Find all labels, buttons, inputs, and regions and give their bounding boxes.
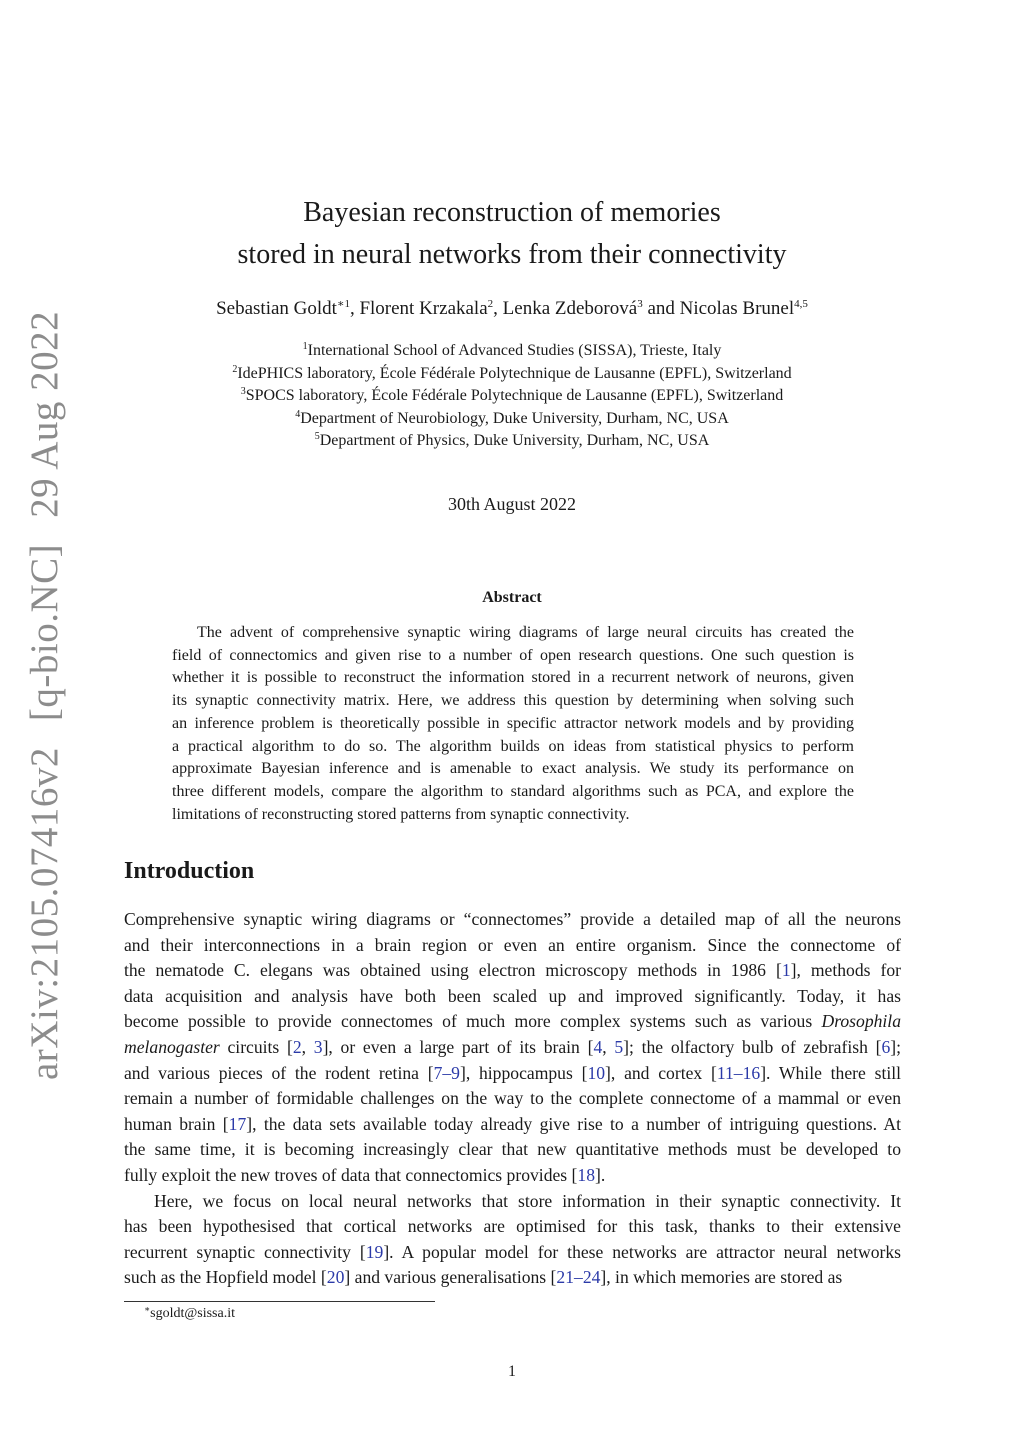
paragraph-line	[124, 1163, 901, 1189]
arxiv-id[interactable]: arXiv:2105.07416v2	[23, 747, 66, 1080]
text-run: the same time, it is becoming increasingly clear that new quantitative methods must be developed to	[124, 1139, 901, 1160]
footnote-divider	[124, 1301, 435, 1302]
citation-link[interactable]: 6	[881, 1036, 891, 1057]
citation-link[interactable]: 2	[292, 1036, 302, 1057]
paragraph-line	[124, 1265, 901, 1291]
footnote-mark: ∗	[144, 1304, 151, 1314]
text-run: ].	[595, 1164, 606, 1185]
abstract-line: three different models, compare the algorithm to standard algorithms such as PCA, and explore the	[172, 782, 854, 800]
citation-link[interactable]: 4	[593, 1036, 603, 1057]
abstract-line: whether it is possible to reconstruct the information stored in a recurrent network of neurons, given	[172, 669, 854, 687]
paragraph-line	[124, 1061, 901, 1087]
italic-term: Drosophila	[821, 1011, 901, 1032]
abstract-body	[172, 622, 854, 826]
citation-link[interactable]: 19	[365, 1241, 384, 1262]
section-heading-introduction: Introduction	[124, 858, 255, 884]
affiliation-text: Department of Neurobiology, Duke University, Durham, NC, USA	[300, 409, 729, 427]
citation-link[interactable]: 10	[587, 1062, 606, 1083]
text-run: ], in which memories are stored as	[600, 1267, 843, 1288]
affiliation-number: 1	[302, 341, 308, 352]
abstract-line: its synaptic connectivity matrix. Here, we address this question by determining when solving such	[172, 692, 854, 710]
text-run: Comprehensive synaptic wiring diagrams or “connectomes” provide a detailed map of all the neurons	[124, 909, 901, 929]
author-name: Nicolas Brunel	[679, 298, 795, 319]
abstract-line: an inference problem is theoretically possible in specific attractor network models and by providing	[172, 714, 854, 732]
author-name: Florent Krzakala	[359, 298, 488, 319]
abstract-line: a practical algorithm to do so. The algorithm builds on ideas from statistical physics to perform	[172, 737, 854, 755]
paragraph-line	[124, 1035, 901, 1061]
text-run: ]; the olfactory bulb of zebrafish [	[623, 1036, 882, 1057]
text-run: become possible to provide connectomes of much more complex systems such as various	[124, 1011, 822, 1032]
abstract-line: approximate Bayesian inference and is amenable to exact analysis. We study its performance on	[172, 760, 854, 778]
text-run: and their interconnections in a brain region or even an entire organism. Since the connectome of	[124, 934, 901, 955]
text-run: ,	[602, 1036, 615, 1057]
footnote-email[interactable]: sgoldt@sissa.it	[150, 1306, 235, 1321]
text-run: remain a number of formidable challenges on the way to the complete connectome of a mammal or even	[124, 1088, 901, 1109]
text-run: ]. While there still	[760, 1062, 901, 1083]
arxiv-category: [q-bio.NC]	[23, 543, 66, 722]
affiliation-line	[0, 385, 1024, 408]
author-affil-mark: 3	[637, 298, 643, 310]
affiliation-text: Department of Physics, Duke University, Durham, NC, USA	[319, 432, 710, 449]
author-separator: and	[642, 298, 680, 319]
text-run: ], and cortex [	[605, 1062, 717, 1083]
page-number: 1	[508, 1363, 516, 1380]
paragraph-line	[124, 1086, 901, 1112]
paragraph-line	[124, 1137, 901, 1163]
author-name: Sebastian Goldt	[216, 298, 337, 319]
author-separator: ,	[349, 298, 360, 319]
author-affil-mark: 2	[487, 298, 494, 310]
affiliation-line	[0, 430, 1024, 453]
text-run: circuits [	[219, 1036, 293, 1057]
footnote	[144, 1306, 235, 1322]
affiliation-line	[0, 340, 1024, 363]
affiliation-line	[0, 363, 1024, 386]
text-run: ], or even a large part of its brain [	[322, 1036, 594, 1057]
paragraph-line	[124, 907, 901, 933]
paper-date: 30th August 2022	[447, 494, 576, 514]
introduction-body	[124, 907, 901, 1291]
abstract-line: The advent of comprehensive synaptic wiring diagrams of large neural circuits has created the	[197, 624, 854, 641]
paragraph-line	[124, 1009, 901, 1035]
author-separator: ,	[493, 298, 503, 319]
citation-link[interactable]: 17	[228, 1113, 247, 1134]
affiliation-text: IdePHICS laboratory, École Fédérale Polytechnique de Lausanne (EPFL), Switzerland	[237, 364, 792, 382]
affiliation-list	[0, 340, 1024, 453]
text-run: the nematode C. elegans was obtained using electron microscopy methods in 1986 [	[124, 960, 782, 981]
paragraph-line	[124, 1189, 901, 1215]
affiliation-number: 3	[240, 386, 246, 397]
citation-link[interactable]: 5	[614, 1036, 624, 1057]
arxiv-date: 29 Aug 2022	[23, 310, 66, 518]
citation-link[interactable]: 1	[781, 960, 791, 981]
text-run: human brain [	[124, 1113, 229, 1134]
text-run: Here, we focus on local neural networks that store information in their synaptic connectivity. It	[154, 1190, 901, 1211]
text-run: ], methods for	[790, 960, 901, 981]
author-affil-mark: ∗1	[336, 298, 350, 310]
citation-link[interactable]: 20	[326, 1267, 345, 1288]
paragraph-line	[124, 984, 901, 1010]
affiliation-number: 2	[232, 363, 238, 375]
paper-title	[0, 192, 1024, 276]
text-run: recurrent synaptic connectivity [	[124, 1241, 366, 1262]
paragraph-line	[124, 1214, 901, 1240]
text-run: has been hypothesised that cortical networks are optimised for this task, thanks to their extensive	[124, 1216, 901, 1237]
title-line-2: stored in neural networks from their connectivity	[237, 239, 787, 270]
title-line-1: Bayesian reconstruction of memories	[303, 197, 721, 228]
text-run: ];	[890, 1036, 902, 1057]
paragraph-line	[124, 933, 901, 959]
text-run: such as the Hopfield model [	[124, 1267, 327, 1288]
affiliation-line	[0, 408, 1024, 431]
paragraph-line	[124, 1240, 901, 1266]
paragraph-line	[124, 958, 901, 984]
abstract-line: limitations of reconstructing stored patterns from synaptic connectivity.	[172, 805, 630, 823]
text-run: and various pieces of the rodent retina [	[124, 1062, 434, 1083]
affiliation-text: International School of Advanced Studies (SISSA), Trieste, Italy	[307, 342, 722, 359]
paragraph-line	[124, 1112, 901, 1138]
italic-term: melanogaster	[124, 1036, 220, 1057]
text-run: fully exploit the new troves of data that connectomics provides [	[124, 1164, 578, 1185]
citation-link[interactable]: 11–16	[716, 1062, 761, 1083]
author-name: Lenka Zdeborová	[502, 298, 638, 319]
citation-link[interactable]: 18	[577, 1164, 595, 1185]
text-run: ], the data sets available today already give rise to a number of intriguing questions. At	[246, 1113, 901, 1134]
author-affil-mark: 4,5	[794, 298, 808, 310]
abstract-heading: Abstract	[482, 589, 542, 606]
text-run: ]. A popular model for these networks are attractor neural networks	[383, 1241, 901, 1262]
affiliation-text: SPOCS laboratory, École Fédérale Polytechnique de Lausanne (EPFL), Switzerland	[245, 387, 784, 404]
citation-link[interactable]: 3	[313, 1036, 323, 1057]
text-run: ] and various generalisations [	[344, 1267, 557, 1288]
text-run: ,	[301, 1036, 314, 1057]
text-run: data acquisition and analysis have both been scaled up and improved significantly. Today, it has	[124, 985, 901, 1006]
text-run: ], hippocampus [	[459, 1062, 588, 1083]
citation-link[interactable]: 21–24	[556, 1267, 601, 1288]
abstract-line: field of connectomics and given rise to a number of open research questions. One such question is	[172, 646, 854, 664]
author-list	[0, 296, 1024, 322]
affiliation-number: 5	[314, 431, 320, 442]
affiliation-number: 4	[295, 408, 301, 420]
citation-link[interactable]: 7–9	[433, 1062, 460, 1083]
